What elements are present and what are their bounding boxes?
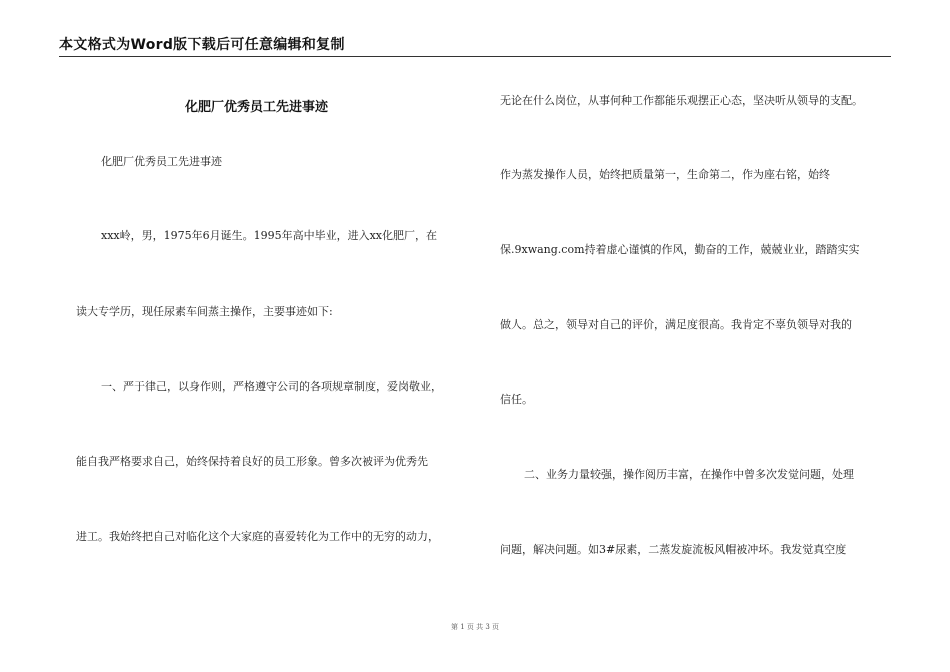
body-line: 化肥厂优秀员工先进事迹 — [101, 155, 222, 168]
body-line: 一、严于律己，以身作则，严格遵守公司的各项规章制度，爱岗敬业， — [101, 380, 442, 393]
page-number: 第 1 页 共 3 页 — [450, 623, 500, 631]
body-line: 作为蒸发操作人员，始终把质量第一，生命第二，作为座右铭，始终 — [500, 168, 830, 181]
body-line: 无论在什么岗位，从事何种工作都能乐观摆正心态，坚决听从领导的支配。 — [500, 94, 863, 107]
body-line: 进工。我始终把自己对临化这个大家庭的喜爱转化为工作中的无穷的动力， — [76, 530, 439, 543]
body-line: 信任。 — [500, 393, 533, 406]
body-line: 能自我严格要求自己，始终保持着良好的员工形象。曾多次被评为优秀先 — [76, 455, 428, 468]
header-divider — [59, 56, 891, 57]
body-line: 做人。总之，领导对自己的评价，满足度很高。我肯定不辜负领导对我的 — [500, 318, 852, 331]
body-line: xxx岭，男，1975年6月诞生。1995年高中毕业，进入xx化肥厂，在 — [101, 229, 438, 242]
body-line: 二、业务力量较强，操作阅历丰富，在操作中曾多次发觉问题，处理 — [524, 468, 854, 481]
body-line: 问题，解决问题。如3#尿素，二蒸发旋流板风帽被冲坏。我发觉真空度 — [500, 543, 847, 556]
document-title: 化肥厂优秀员工先进事迹 — [185, 100, 329, 115]
body-line: 读大专学历，现任尿素车间蒸主操作，主要事迹如下: — [76, 305, 333, 318]
document-header: 本文格式为Word版下载后可任意编辑和复制 — [59, 37, 345, 53]
body-line: 保.9xwang.com持着虚心谨慎的作风，勤奋的工作，兢兢业业，踏踏实实 — [500, 243, 860, 256]
